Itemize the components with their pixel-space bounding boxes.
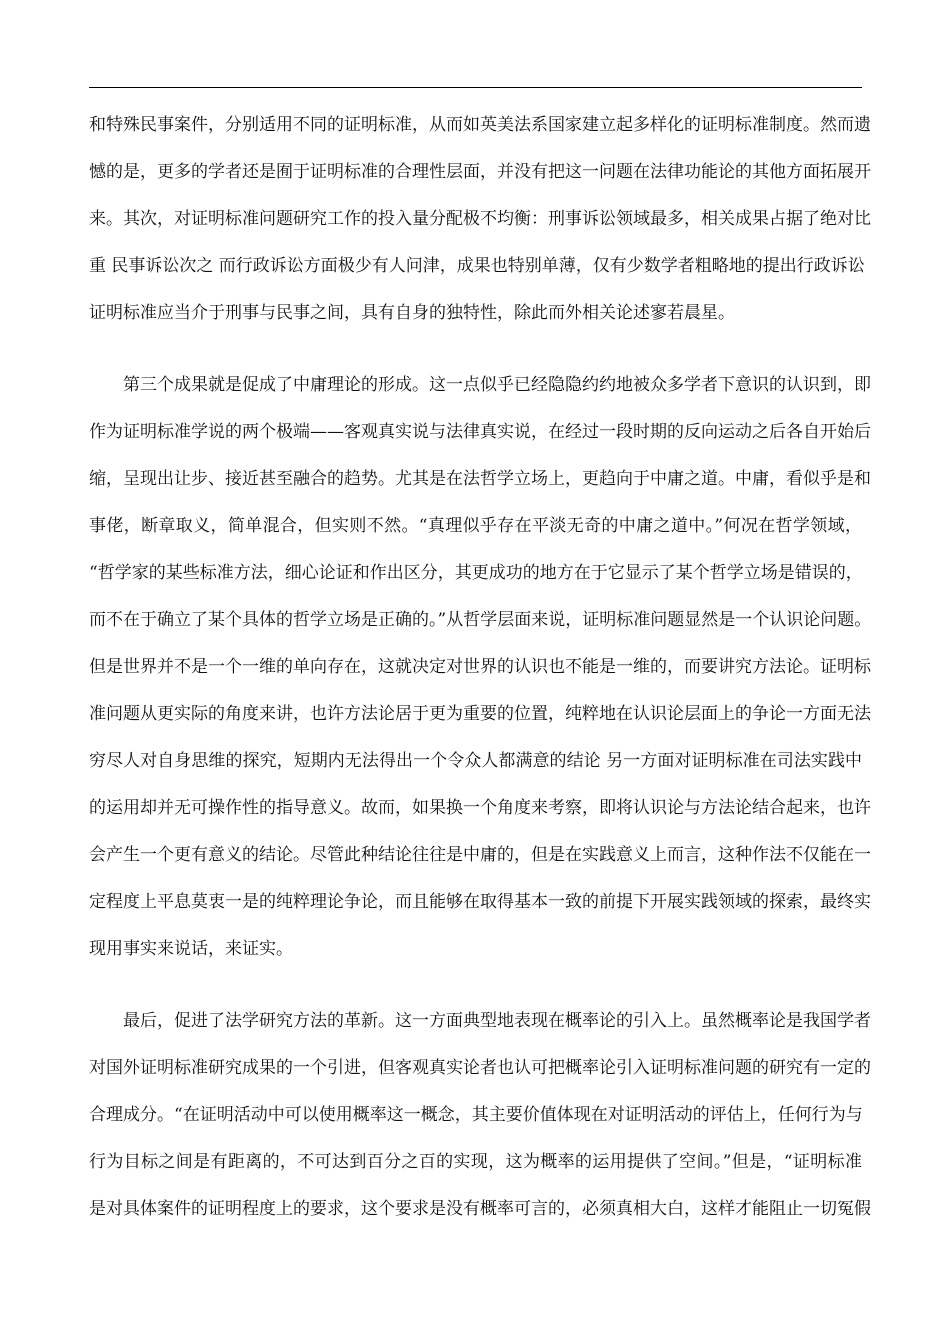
text-line: 憾的是，更多的学者还是囿于证明标准的合理性层面，并没有把这一问题在法律功能论的其他方面拓展开 [89,162,871,182]
text-line: 行为目标之间是有距离的，不可达到百分之百的实现，这为概率的运用提供了空间。”但是，“证明标准 [89,1152,862,1172]
text-line: 事佬，断章取义，简单混合，但实则不然。“真理似乎存在平淡无奇的中庸之道中。”何况在哲学领域， [89,516,862,536]
text-line: 是对具体案件的证明程度上的要求，这个要求是没有概率可言的，必须真相大白，这样才能阻止一切冤假 [89,1199,871,1219]
text-line: 合理成分。“在证明活动中可以使用概率这一概念，其主要价值体现在对证明活动的评估上，任何行为与 [89,1105,863,1125]
text-line: 会产生一个更有意义的结论。尽管此种结论往往是中庸的，但是在实践意义上而言，这种作法不仅能在一 [89,845,871,865]
text-line: 缩，呈现出让步、接近甚至融合的趋势。尤其是在法哲学立场上，更趋向于中庸之道。中庸，看似乎是和 [89,469,871,489]
text-line: 准问题从更实际的角度来讲，也许方法论居于更为重要的位置，纯粹地在认识论层面上的争论一方面无法 [89,704,871,724]
text-line: 现用事实来说话，来证实。 [89,939,293,959]
text-line: 重 民事诉讼次之 而行政诉讼方面极少有人问津，成果也特别单薄，仅有少数学者粗略地的提出行政诉讼 [89,256,865,276]
text-line: 作为证明标准学说的两个极端——客观真实说与法律真实说，在经过一段时期的反向运动之后各自开始后 [89,422,871,442]
text-line: 但是世界并不是一个一维的单向存在，这就决定对世界的认识也不能是一维的，而要讲究方法论。证明标 [89,657,871,677]
text-line: 第三个成果就是促成了中庸理论的形成。这一点似乎已经隐隐约约地被众多学者下意识的认识到，即 [123,375,871,395]
text-line: 定程度上平息莫衷一是的纯粹理论争论，而且能够在取得基本一致的前提下开展实践领域的探索，最终实 [89,892,871,912]
text-line: “哲学家的某些标准方法，细心论证和作出区分，其更成功的地方在于它显示了某个哲学立场是错误的， [89,563,863,583]
text-line: 和特殊民事案件，分别适用不同的证明标准，从而如英美法系国家建立起多样化的证明标准制度。然而遗 [89,115,871,135]
text-line: 最后，促进了法学研究方法的革新。这一方面典型地表现在概率论的引入上。虽然概率论是我国学者 [123,1011,871,1031]
text-line: 而不在于确立了某个具体的哲学立场是正确的。”从哲学层面来说，证明标准问题显然是一个认识论问题。 [89,610,872,630]
header-rule [89,87,862,88]
text-line: 的运用却并无可操作性的指导意义。故而，如果换一个角度来考察，即将认识论与方法论结合起来，也许 [89,798,871,818]
text-line: 对国外证明标准研究成果的一个引进，但客观真实论者也认可把概率论引入证明标准问题的研究有一定的 [89,1058,871,1078]
text-line: 来。其次，对证明标准问题研究工作的投入量分配极不均衡：刑事诉讼领域最多，相关成果占据了绝对比 [89,209,871,229]
text-line: 穷尽人对自身思维的探究，短期内无法得出一个令众人都满意的结论 另一方面对证明标准在司法实践中 [89,751,862,771]
text-line: 证明标准应当介于刑事与民事之间，具有自身的独特性，除此而外相关论述寥若晨星。 [89,303,735,323]
